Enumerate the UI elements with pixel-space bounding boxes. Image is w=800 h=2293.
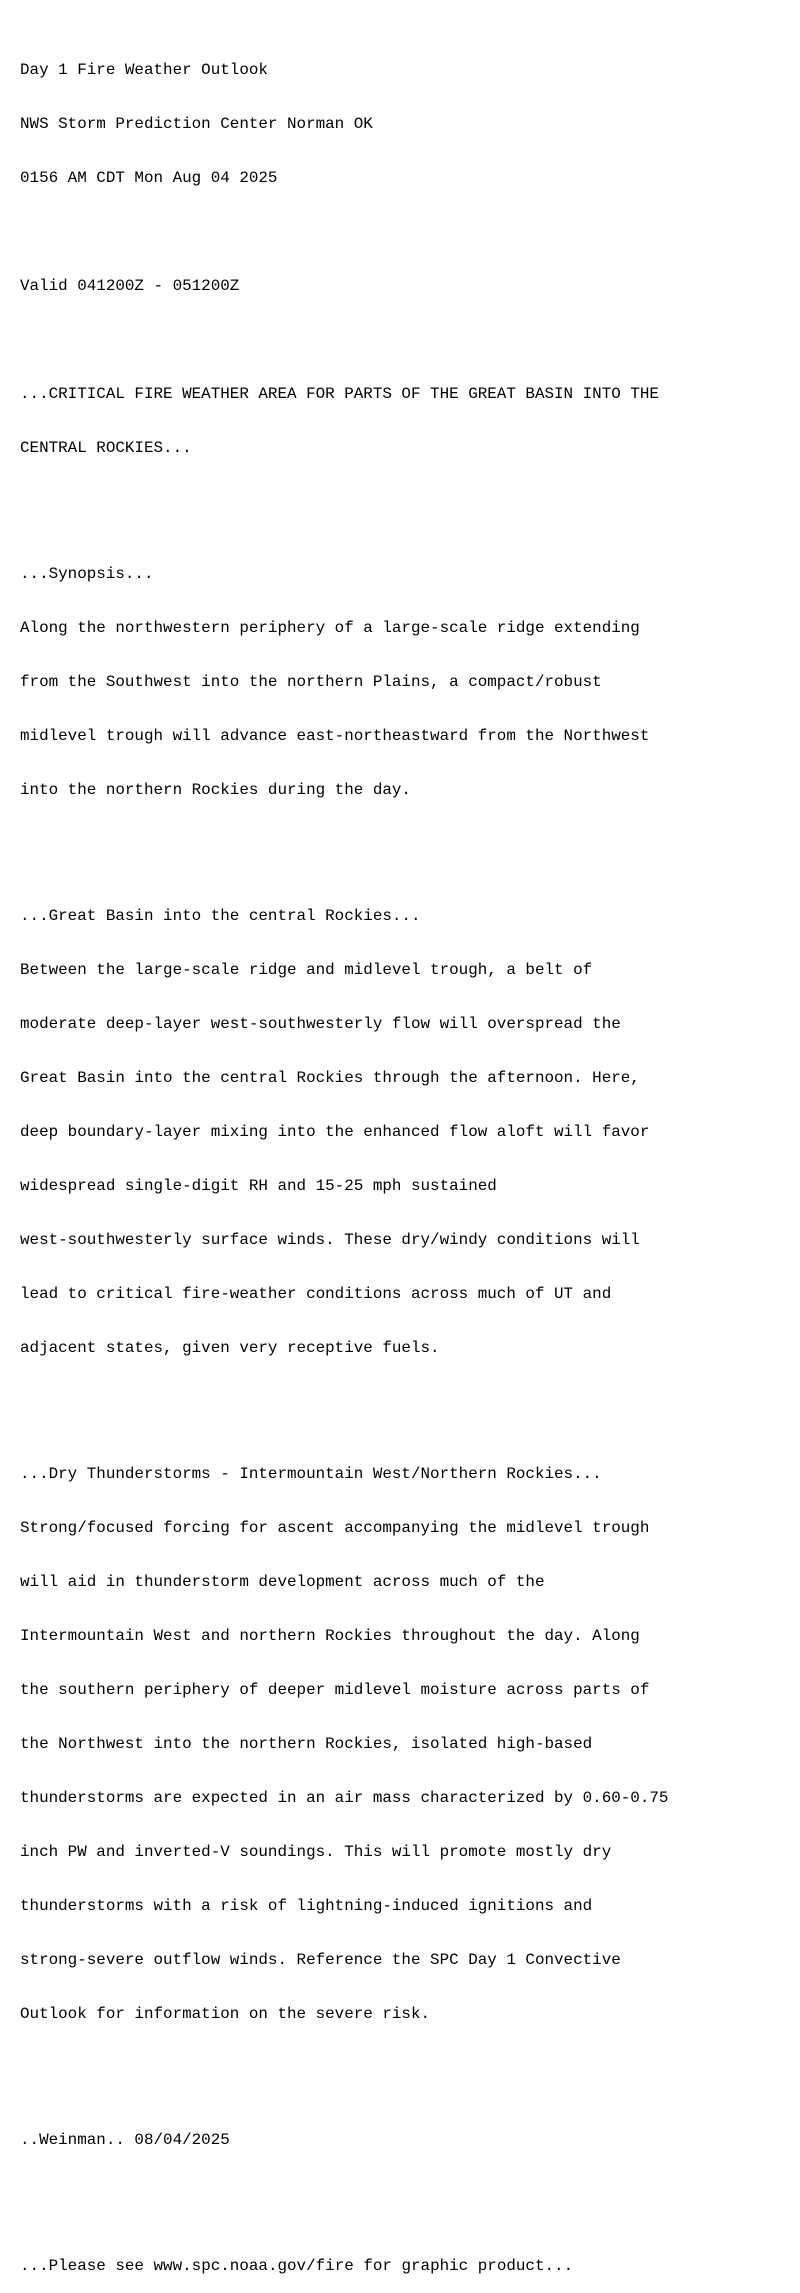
dry-thunder-line: Outlook for information on the severe risk. — [20, 2005, 431, 2023]
valid-period: Valid 041200Z - 051200Z — [20, 277, 240, 295]
synopsis-line: into the northern Rockies during the day. — [20, 781, 411, 799]
graphic-product-note — [20, 2257, 790, 2275]
forecaster-signature: ..Weinman.. 08/04/2025 — [20, 2131, 230, 2149]
blank-line — [20, 331, 790, 349]
synopsis-line: from the Southwest into the northern Plains, a compact/robust — [20, 673, 602, 691]
blank-line — [20, 223, 790, 241]
blank-line — [20, 2059, 790, 2077]
headline-line: ...CRITICAL FIRE WEATHER AREA FOR PARTS OF THE GREAT BASIN INTO THE — [20, 385, 659, 403]
great-basin-line: west-southwesterly surface winds. These dry/windy conditions will — [20, 1231, 640, 1249]
great-basin-line: deep boundary-layer mixing into the enhanced flow aloft will favor — [20, 1123, 650, 1141]
blank-line — [20, 493, 790, 511]
note-suffix: for graphic product... — [353, 2257, 574, 2275]
headline-line: CENTRAL ROCKIES... — [20, 439, 192, 457]
dry-thunder-line: thunderstorms with a risk of lightning-induced ignitions and — [20, 1897, 593, 1915]
great-basin-line: Between the large-scale ridge and midlevel trough, a belt of — [20, 961, 593, 979]
issue-time: 0156 AM CDT Mon Aug 04 2025 — [20, 169, 278, 187]
dry-thunder-title: ...Dry Thunderstorms - Intermountain West/Northern Rockies... — [20, 1465, 602, 1483]
synopsis-line: Along the northwestern periphery of a large-scale ridge extending — [20, 619, 640, 637]
dry-thunder-line: strong-severe outflow winds. Reference the SPC Day 1 Convective — [20, 1951, 621, 1969]
dry-thunder-line: will aid in thunderstorm development across much of the — [20, 1573, 545, 1591]
great-basin-line: moderate deep-layer west-southwesterly flow will overspread the — [20, 1015, 621, 1033]
note-prefix: ...Please see — [20, 2257, 154, 2275]
blank-line — [20, 2185, 790, 2203]
great-basin-line: adjacent states, given very receptive fuels. — [20, 1339, 440, 1357]
great-basin-line: Great Basin into the central Rockies through the afternoon. Here, — [20, 1069, 640, 1087]
issuing-office: NWS Storm Prediction Center Norman OK — [20, 115, 373, 133]
spc-fire-link[interactable]: www.spc.noaa.gov/fire — [153, 2257, 354, 2275]
blank-line — [20, 835, 790, 853]
outlook-document — [20, 25, 790, 2293]
blank-line — [20, 1393, 790, 1411]
product-title: Day 1 Fire Weather Outlook — [20, 61, 268, 79]
dry-thunder-line: the southern periphery of deeper midlevel moisture across parts of — [20, 1681, 650, 1699]
dry-thunder-line: Intermountain West and northern Rockies throughout the day. Along — [20, 1627, 640, 1645]
dry-thunder-line: Strong/focused forcing for ascent accompanying the midlevel trough — [20, 1519, 650, 1537]
synopsis-line: midlevel trough will advance east-northeastward from the Northwest — [20, 727, 650, 745]
dry-thunder-line: inch PW and inverted-V soundings. This will promote mostly dry — [20, 1843, 612, 1861]
great-basin-line: widespread single-digit RH and 15-25 mph sustained — [20, 1177, 497, 1195]
great-basin-title: ...Great Basin into the central Rockies... — [20, 907, 421, 925]
dry-thunder-line: the Northwest into the northern Rockies, isolated high-based — [20, 1735, 593, 1753]
synopsis-title: ...Synopsis... — [20, 565, 154, 583]
great-basin-line: lead to critical fire-weather conditions across much of UT and — [20, 1285, 612, 1303]
dry-thunder-line: thunderstorms are expected in an air mass characterized by 0.60-0.75 — [20, 1789, 669, 1807]
